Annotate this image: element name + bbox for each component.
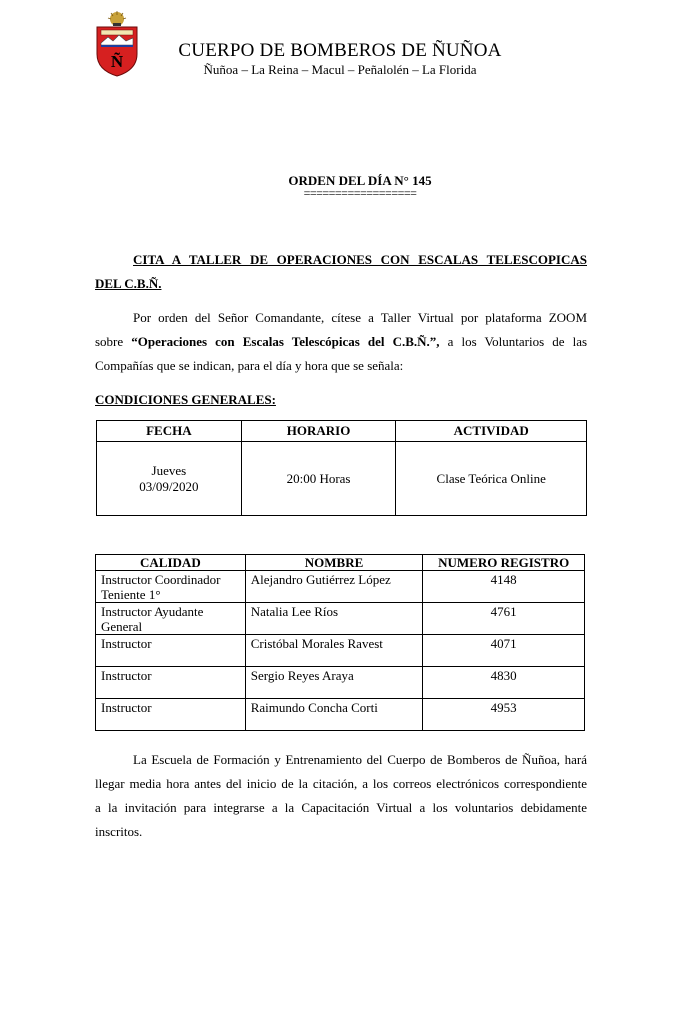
schedule-row [97,442,587,516]
nombre-cell: Alejandro Gutiérrez López [245,571,423,603]
staff-header-row [96,555,585,571]
closing-line-2: llegar media hora antes del inicio de la citación, a los correos electrónicos correspondiente [95,776,587,791]
nombre-cell: Raimundo Concha Corti [245,699,423,731]
organization-subtitle: Ñuñoa – La Reina – Macul – Peñalolén – La Florida [203,62,477,77]
schedule-time: 20:00 Horas [241,442,396,516]
svg-text:Ñ: Ñ [110,52,124,71]
schedule-activity: Clase Teórica Online [396,442,587,516]
table-row [96,699,585,731]
nombre-cell: Sergio Reyes Araya [245,667,423,699]
schedule-day: Jueves [151,462,187,478]
header-horario: HORARIO [241,421,396,442]
schedule-date: 03/09/2020 [139,478,199,494]
header-calidad: CALIDAD [96,555,246,571]
staff-table [95,554,585,731]
table-row [96,603,585,635]
registro-cell: 4148 [423,571,585,603]
header-fecha: FECHA [97,421,242,442]
header-actividad: ACTIVIDAD [396,421,587,442]
table-row [96,571,585,603]
intro-paragraph [95,306,587,378]
schedule-table [96,420,587,516]
intro-line-2 [95,330,587,354]
calidad-cell: Instructor [96,635,246,667]
header-nombre: NOMBRE [245,555,423,571]
registro-cell: 4071 [423,635,585,667]
order-title-rule: ================== [303,186,417,200]
calidad-cell: Instructor [96,699,246,731]
intro-line-3: Compañías que se indican, para el día y hora que se señala: [95,358,404,373]
schedule-header-row [97,421,587,442]
calidad-cell: Instructor [96,667,246,699]
header-registro: NUMERO REGISTRO [423,555,585,571]
table-row [96,635,585,667]
nombre-cell: Natalia Lee Ríos [245,603,423,635]
subject-heading [95,248,587,296]
subject-line-1: CITA A TALLER DE OPERACIONES CON ESCALAS TELESCOPICAS [133,252,587,267]
closing-line-1: La Escuela de Formación y Entrenamiento del Cuerpo de Bomberos de Ñuñoa, hará [133,752,587,767]
order-title: ORDEN DEL DÍA N° 145 [288,173,432,188]
subject-line-2: DEL C.B.Ñ. [95,276,162,291]
intro-line-1: Por orden del Señor Comandante, cítese a Taller Virtual por plataforma ZOOM [133,310,587,325]
intro-line-2-pre: sobre [95,334,124,349]
schedule-date-cell [97,442,242,516]
fire-department-shield-icon [94,10,140,78]
closing-paragraph [95,748,587,844]
closing-line-4: inscritos. [95,824,143,839]
calidad-cell: Instructor Coordinador Teniente 1° [96,571,246,603]
registro-cell: 4953 [423,699,585,731]
table-row [96,667,585,699]
registro-cell: 4830 [423,667,585,699]
workshop-name: “Operaciones con Escalas Telescópicas del C.B.Ñ.”, [131,334,440,349]
closing-line-3: a la invitación para integrarse a la Capacitación Virtual a los voluntarios debidamente [95,800,587,815]
intro-line-2-post: a los Voluntarios de las [447,334,588,349]
calidad-cell: Instructor Ayudante General [96,603,246,635]
conditions-heading: CONDICIONES GENERALES: [95,392,276,407]
nombre-cell: Cristóbal Morales Ravest [245,635,423,667]
registro-cell: 4761 [423,603,585,635]
organization-title: CUERPO DE BOMBEROS DE ÑUÑOA [178,40,502,61]
